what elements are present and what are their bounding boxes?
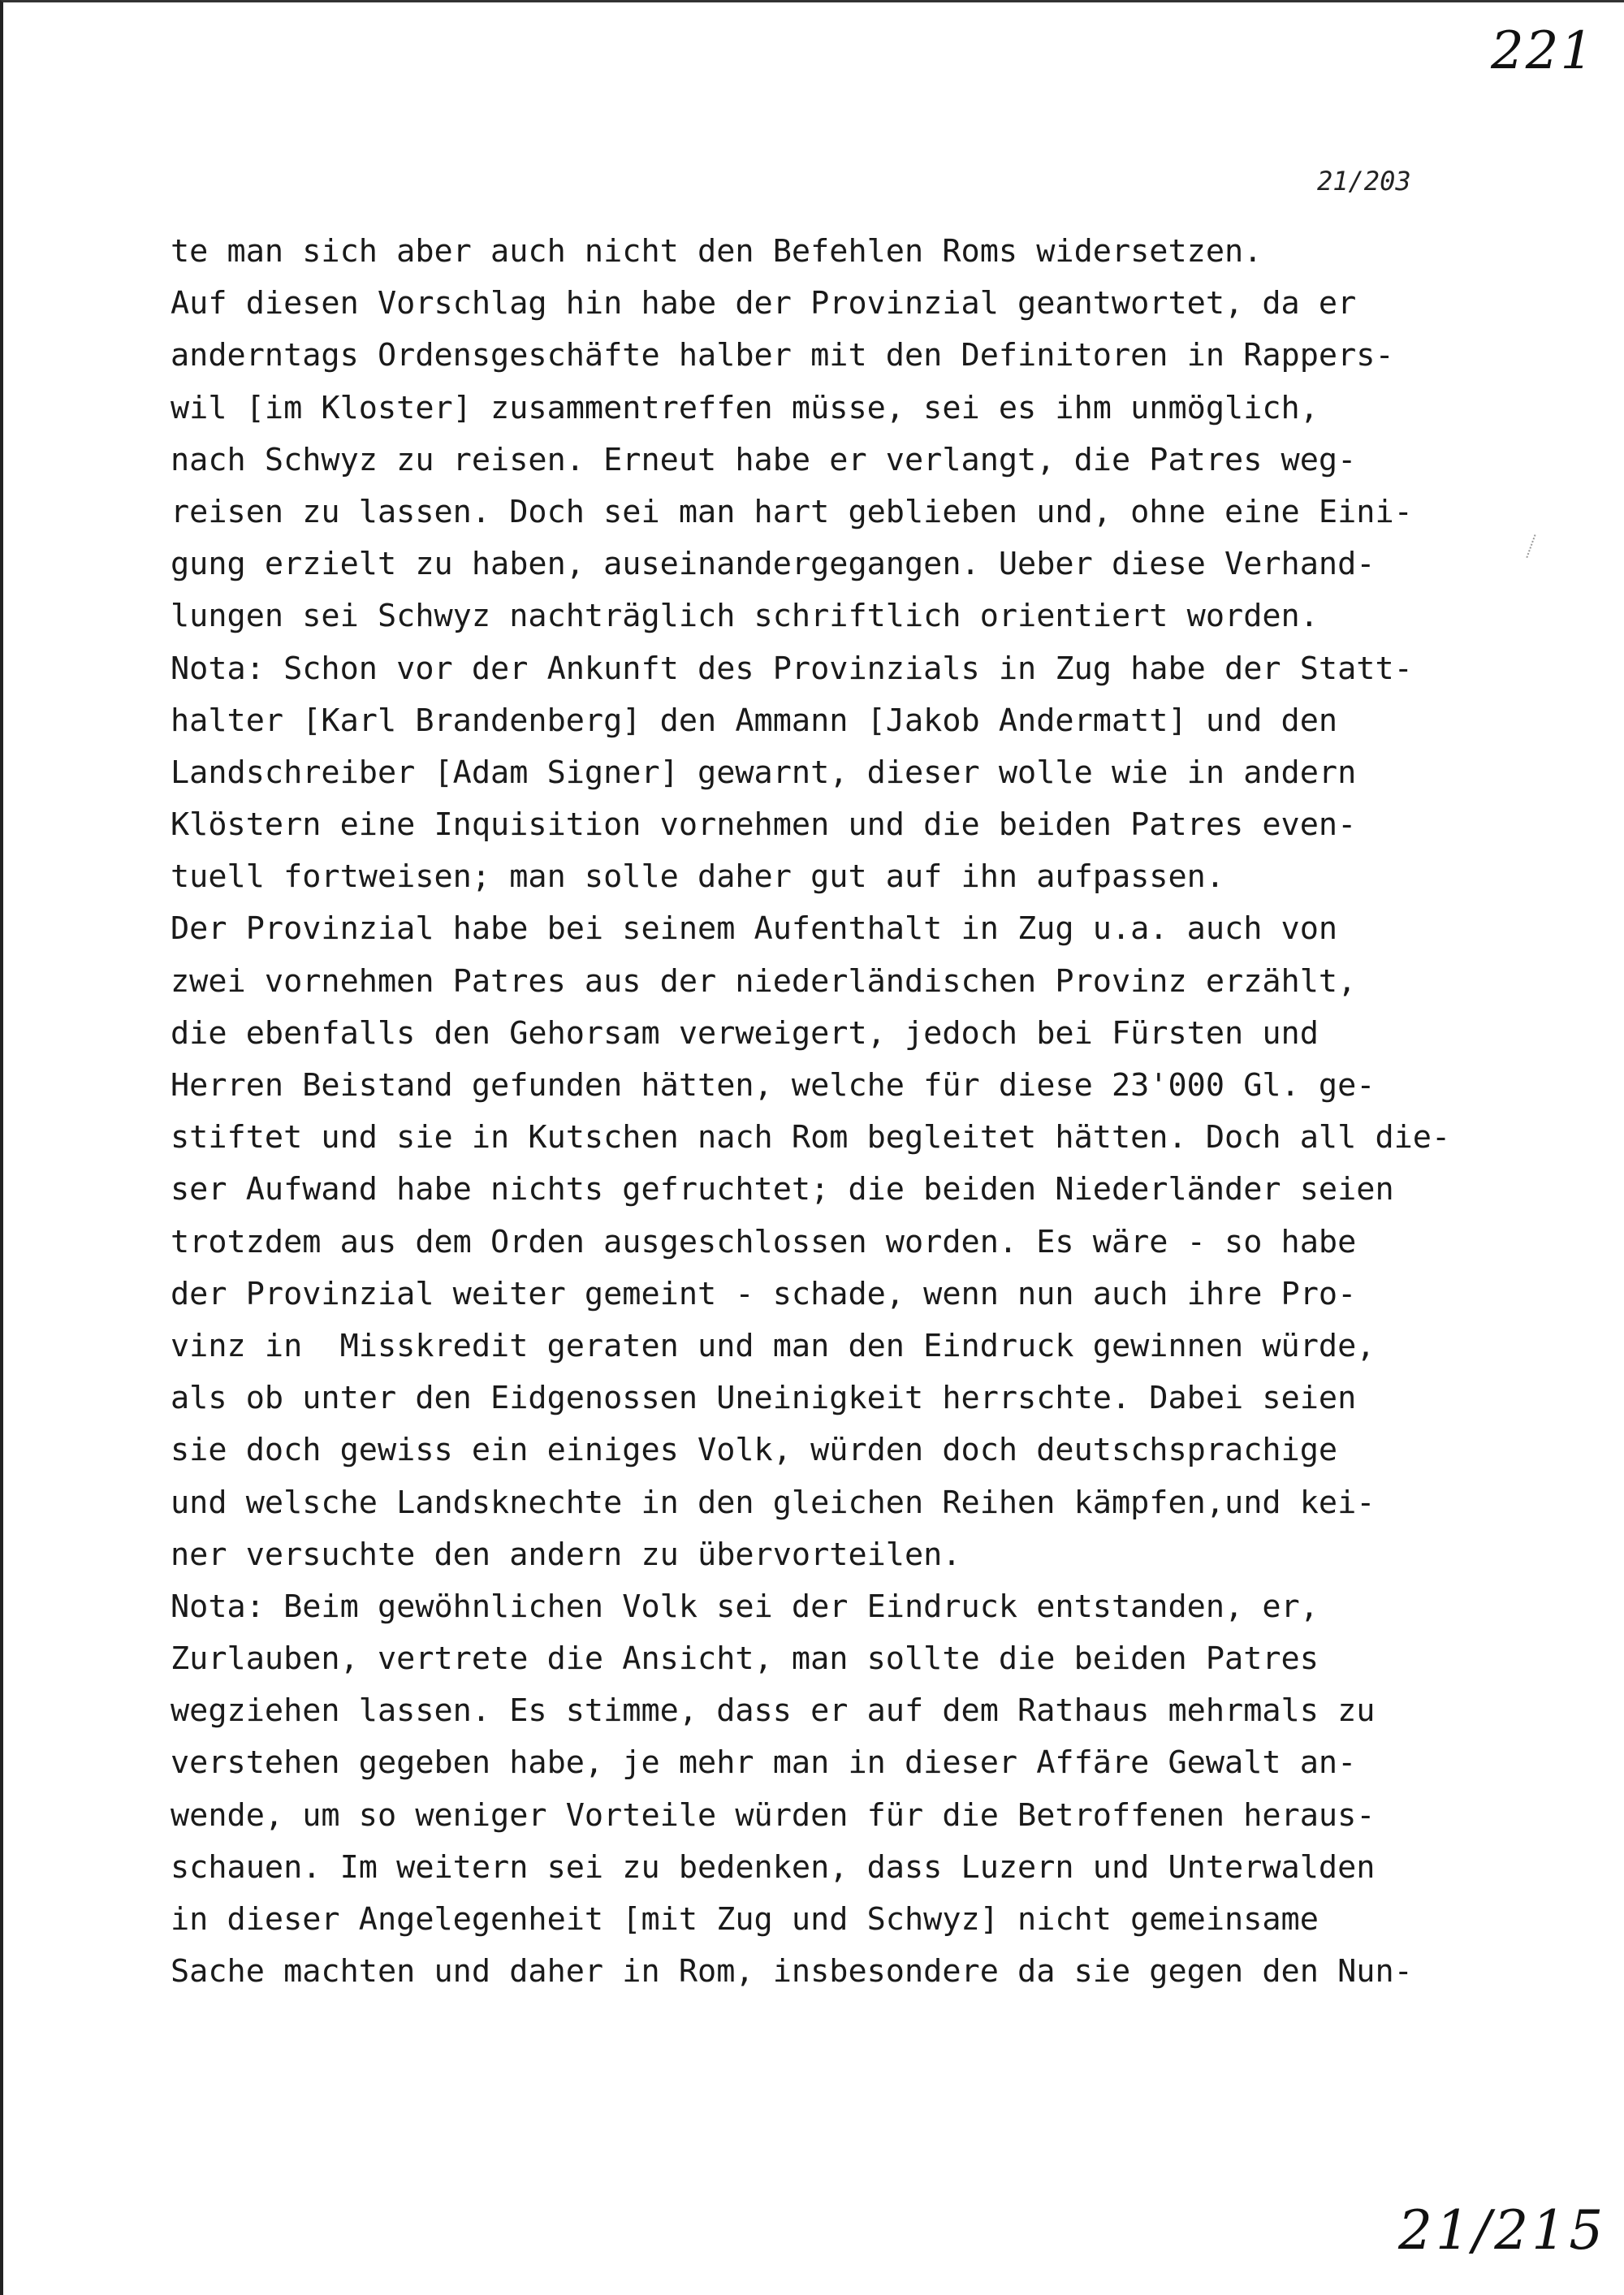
text-line: die ebenfalls den Gehorsam verweigert, jedoch bei Fürsten und [171, 1014, 1319, 1052]
text-line: Der Provinzial habe bei seinem Aufenthalt in Zug u.a. auch von [171, 910, 1338, 948]
text-line: der Provinzial weiter gemeint - schade, wenn nun auch ihre Pro- [171, 1275, 1357, 1312]
text-line: in dieser Angelegenheit [mit Zug und Schwyz] nicht gemeinsame [171, 1901, 1319, 1938]
document-body [171, 226, 1518, 1998]
text-line: und welsche Landsknechte in den gleichen Reihen kämpfen,und kei- [171, 1484, 1376, 1521]
text-line: anderntags Ordensgeschäfte halber mit den Definitoren in Rappers- [171, 337, 1394, 374]
text-line: Nota: Schon vor der Ankunft des Provinzials in Zug habe der Statt- [171, 650, 1413, 687]
text-line: zwei vornehmen Patres aus der niederländischen Provinz erzählt, [171, 962, 1357, 1000]
text-line: Landschreiber [Adam Signer] gewarnt, dieser wolle wie in andern [171, 754, 1357, 791]
text-line: als ob unter den Eidgenossen Uneinigkeit herrschte. Dabei seien [171, 1380, 1357, 1417]
text-line: Nota: Beim gewöhnlichen Volk sei der Eindruck entstanden, er, [171, 1588, 1319, 1625]
text-line: stiftet und sie in Kutschen nach Rom begleitet hätten. Doch all die- [171, 1119, 1451, 1156]
handwritten-page-number: 221 [1491, 21, 1596, 81]
text-line: gung erzielt zu haben, auseinandergegangen. Ueber diese Verhand- [171, 546, 1376, 583]
text-line: sie doch gewiss ein einiges Volk, würden doch deutschsprachige [171, 1432, 1338, 1469]
handwritten-archive-number: 21/215 [1398, 2199, 1607, 2262]
text-line: te man sich aber auch nicht den Befehlen Roms widersetzen. [171, 233, 1263, 270]
text-line: Herren Beistand gefunden hätten, welche für diese 23'000 Gl. ge- [171, 1067, 1376, 1104]
text-line: halter [Karl Brandenberg] den Ammann [Jakob Andermatt] und den [171, 702, 1338, 739]
text-line: vinz in Misskredit geraten und man den Eindruck gewinnen würde, [171, 1327, 1376, 1364]
page-reference: 21/203 [1317, 166, 1411, 197]
text-line: Zurlauben, vertrete die Ansicht, man sollte die beiden Patres [171, 1640, 1319, 1678]
text-line: wegziehen lassen. Es stimme, dass er auf dem Rathaus mehrmals zu [171, 1692, 1376, 1730]
text-line: ser Aufwand habe nichts gefruchtet; die beiden Niederländer seien [171, 1171, 1394, 1208]
text-line: Klöstern eine Inquisition vornehmen und die beiden Patres even- [171, 806, 1357, 844]
text-line: nach Schwyz zu reisen. Erneut habe er verlangt, die Patres weg- [171, 441, 1357, 478]
text-line: ner versuchte den andern zu übervorteilen. [171, 1536, 961, 1573]
text-line: wil [im Kloster] zusammentreffen müsse, sei es ihm unmöglich, [171, 389, 1319, 426]
text-line: Sache machten und daher in Rom, insbesondere da sie gegen den Nun- [171, 1953, 1413, 1990]
text-line: wende, um so weniger Vorteile würden für die Betroffenen heraus- [171, 1796, 1376, 1834]
text-line: schauen. Im weitern sei zu bedenken, dass Luzern und Unterwalden [171, 1848, 1376, 1886]
text-line: lungen sei Schwyz nachträglich schriftlich orientiert worden. [171, 598, 1319, 635]
text-line: verstehen gegeben habe, je mehr man in dieser Affäre Gewalt an- [171, 1744, 1357, 1782]
text-line: reisen zu lassen. Doch sei man hart geblieben und, ohne eine Eini- [171, 493, 1413, 530]
text-line: tuell fortweisen; man solle daher gut auf ihn aufpassen. [171, 858, 1225, 896]
text-line: trotzdem aus dem Orden ausgeschlossen worden. Es wäre - so habe [171, 1223, 1357, 1260]
text-line: Auf diesen Vorschlag hin habe der Provinzial geantwortet, da er [171, 285, 1357, 322]
